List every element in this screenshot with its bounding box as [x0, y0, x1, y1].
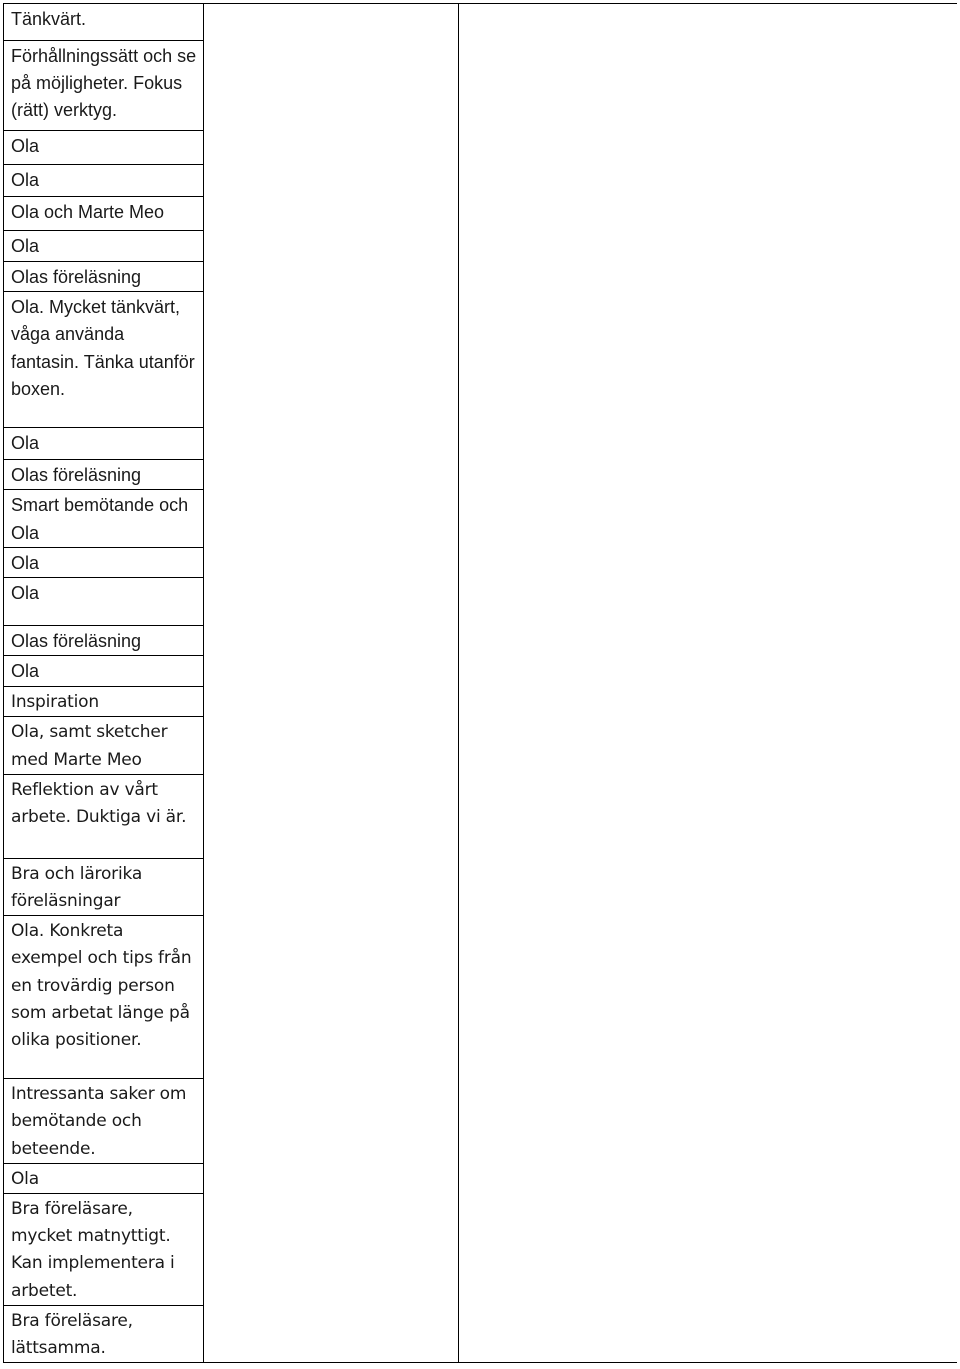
feedback-table — [3, 3, 958, 1363]
feedback-text: Bra och lärorika föreläsningar — [11, 863, 143, 912]
feedback-text: Olas föreläsning — [11, 631, 142, 652]
feedback-text: Ola — [11, 661, 40, 682]
feedback-cell — [4, 41, 204, 131]
feedback-cell — [4, 858, 204, 915]
feedback-cell — [4, 626, 204, 656]
feedback-text: Bra föreläsare, mycket matnyttigt. Kan implementera i arbetet. — [11, 1199, 175, 1301]
feedback-text: Olas föreläsning — [11, 267, 142, 287]
empty-column-cell — [459, 4, 958, 1363]
empty-column-cell — [204, 4, 459, 1363]
feedback-cell — [4, 1194, 204, 1306]
feedback-text: Ola och Marte Meo — [11, 202, 165, 222]
feedback-text: Tänkvärt. — [11, 9, 87, 29]
feedback-text: Reflektion av vårt arbete. Duktiga vi är. — [11, 779, 187, 828]
feedback-cell — [4, 717, 204, 774]
feedback-cell — [4, 916, 204, 1079]
feedback-cell — [4, 490, 204, 547]
feedback-text: Ola. Konkreta exempel och tips från en trovärdig person som arbetat länge på olika positioner. — [11, 921, 192, 1051]
feedback-text: Ola — [11, 170, 40, 190]
feedback-text: Ola — [11, 583, 40, 604]
feedback-cell — [4, 460, 204, 490]
feedback-text: Ola — [11, 236, 40, 256]
feedback-cell — [4, 428, 204, 460]
feedback-cell — [4, 774, 204, 858]
feedback-text: Ola. Mycket tänkvärt, våga använda fantasin. Tänka utanför boxen. — [11, 297, 195, 399]
table-row — [4, 4, 958, 41]
feedback-cell — [4, 165, 204, 197]
feedback-cell — [4, 547, 204, 577]
feedback-text: Olas föreläsning — [11, 465, 142, 486]
feedback-text: Inspiration — [11, 692, 99, 713]
feedback-cell — [4, 292, 204, 428]
feedback-text: Bra föreläsare, lättsamma. — [11, 1310, 133, 1359]
feedback-text: Ola — [11, 136, 40, 156]
feedback-table-body — [4, 4, 958, 1363]
feedback-text: Ola — [11, 433, 40, 454]
feedback-cell — [4, 131, 204, 165]
feedback-cell — [4, 4, 204, 41]
feedback-text: Ola — [11, 1168, 39, 1189]
feedback-cell — [4, 687, 204, 717]
feedback-cell — [4, 656, 204, 687]
feedback-text: Ola, samt sketcher med Marte Meo — [11, 722, 168, 770]
feedback-cell — [4, 197, 204, 231]
feedback-text: Ola — [11, 552, 40, 573]
feedback-cell — [4, 231, 204, 262]
feedback-text: Förhållningssätt och se på möjligheter. Fokus (rätt) verktyg. — [11, 46, 197, 121]
feedback-text: Smart bemötande och Ola — [11, 495, 189, 543]
feedback-text: Intressanta saker om bemötande och beteende. — [11, 1084, 187, 1159]
feedback-cell — [4, 578, 204, 626]
feedback-cell — [4, 1079, 204, 1164]
feedback-cell — [4, 1163, 204, 1193]
feedback-cell — [4, 1305, 204, 1362]
feedback-cell — [4, 262, 204, 292]
